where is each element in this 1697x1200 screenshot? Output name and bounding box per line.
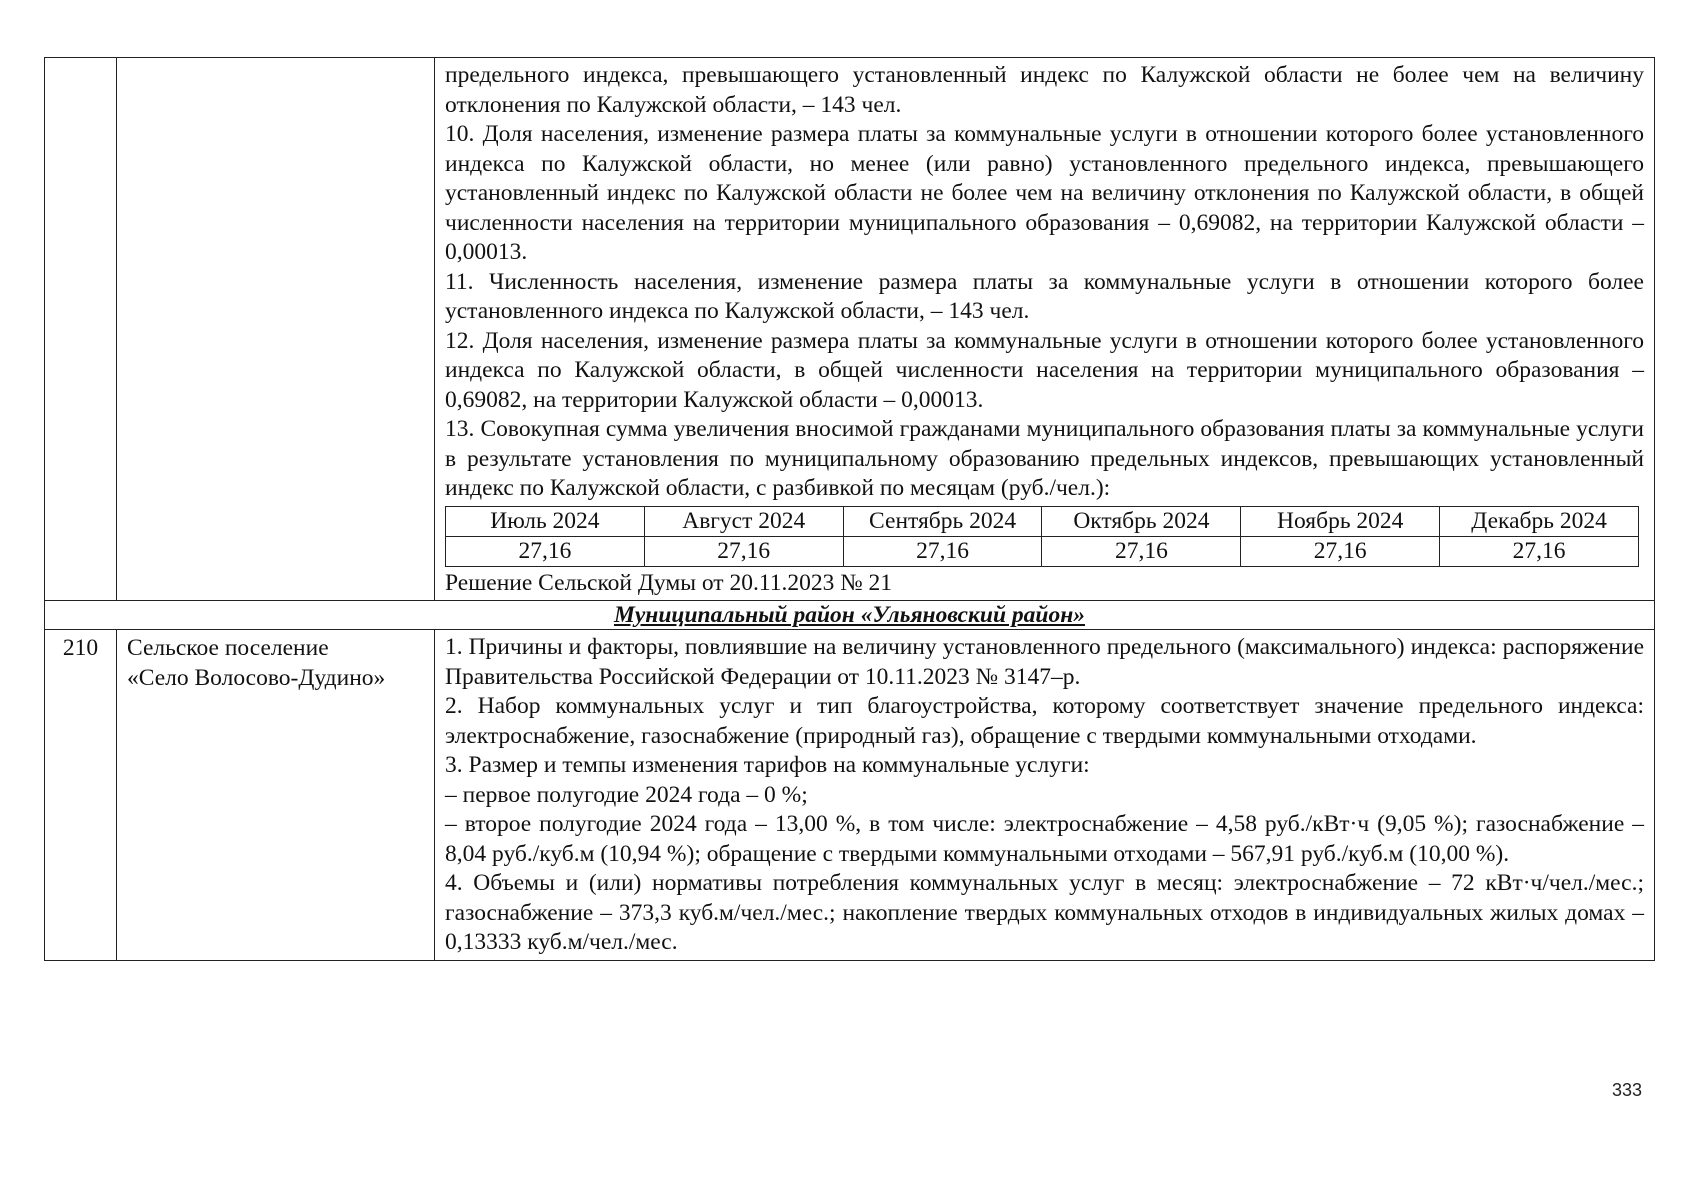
month-header: Ноябрь 2024 [1241, 506, 1440, 536]
number-cell [45, 630, 117, 961]
section-title [45, 601, 1655, 630]
month-header: Октябрь 2024 [1042, 506, 1241, 536]
month-value: 27,16 [1042, 536, 1241, 566]
month-header: Июль 2024 [446, 506, 645, 536]
monthly-amounts-table [445, 506, 1639, 567]
table-row [45, 630, 1655, 961]
paragraph: 1. Причины и факторы, повлиявшие на величину установленного предельного (максимального) индекса: распоряжение Правительства Российской Федерации от 10.11.2023 № 3147–р. [445, 634, 1644, 690]
name-cell [117, 630, 435, 961]
paragraph: 4. Объемы и (или) нормативы потребления коммунальных услуг в месяц: электроснабжение – 72 кВт·ч/чел./мес.; газоснабжение – 373,3 куб.м/чел./мес.; накопление твердых коммунальных отходов в индивидуальных жилых домах – 0,13333 куб.м/чел./мес. [445, 870, 1644, 955]
entry-name-line2: «Село Волосово-Дудино» [127, 664, 386, 691]
month-value: 27,16 [1241, 536, 1440, 566]
tariff-table [44, 57, 1655, 961]
month-header: Сентябрь 2024 [843, 506, 1042, 536]
values-row [446, 536, 1639, 566]
text-cell [435, 630, 1655, 961]
paragraph: 12. Доля населения, изменение размера платы за коммунальные услуги в отношении которого более установленного индекса по Калужской области, в общей численности населения на территории муниципального образования – 0,69082, на территории Калужской области – 0,00013. [445, 327, 1644, 413]
text-cell [435, 58, 1655, 601]
month-value: 27,16 [644, 536, 843, 566]
paragraph: предельного индекса, превышающего установленный индекс по Калужской области не более чем на величину отклонения по Калужской области, – 143 чел. [445, 62, 1644, 118]
month-value: 27,16 [446, 536, 645, 566]
months-header-row [446, 506, 1639, 536]
paragraph: – первое полугодие 2024 года – 0 %; [445, 781, 808, 808]
section-title-text: Муниципальный район «Ульяновский район» [613, 602, 1086, 628]
paragraph: 3. Размер и темпы изменения тарифов на коммунальные услуги: [445, 752, 1090, 778]
paragraph: 10. Доля населения, изменение размера платы за коммунальные услуги в отношении которого более установленного индекса по Калужской области, но менее (или равно) установленного предельного индекса, превышающего установленный индекс по Калужской области не более чем на величину отклонения по Калужской области, в общей численности населения на территории муниципального образования – 0,69082, на территории Калужской области – 0,00013. [445, 121, 1644, 265]
paragraph: 13. Совокупная сумма увеличения вносимой гражданами муниципального образования платы за коммунальные услуги в результате установления по муниципальному образованию предельных индексов, превышающих установленный индекс по Калужской области, с разбивкой по месяцам (руб./чел.): [445, 416, 1644, 501]
month-header: Август 2024 [644, 506, 843, 536]
month-value: 27,16 [843, 536, 1042, 566]
entry-name-line1: Сельское поселение [127, 635, 329, 661]
name-cell [117, 58, 435, 601]
paragraph: – второе полугодие 2024 года – 13,00 %, в том числе: электроснабжение – 4,58 руб./кВт·ч (9,05 %); газоснабжение – 8,04 руб./куб.м (10,94 %); обращение с твердыми коммунальными отходами – 567,91 руб./куб.м (10,00 %). [445, 811, 1644, 867]
table-row [45, 58, 1655, 601]
entry-number: 210 [62, 635, 99, 661]
paragraph: 2. Набор коммунальных услуг и тип благоустройства, которому соответствует значение предельного индекса: электроснабжение, газоснабжение (природный газ), обращение с твердыми коммунальными отходами. [445, 693, 1644, 749]
month-value: 27,16 [1440, 536, 1639, 566]
section-row [45, 601, 1655, 630]
month-header: Декабрь 2024 [1440, 506, 1639, 536]
number-cell [45, 58, 117, 601]
decision-reference: Решение Сельской Думы от 20.11.2023 № 21 [445, 569, 893, 596]
page-number: 333 [1612, 1080, 1643, 1100]
paragraph: 11. Численность населения, изменение размера платы за коммунальные услуги в отношении которого более установленного индекса по Калужской области, – 143 чел. [445, 268, 1644, 324]
